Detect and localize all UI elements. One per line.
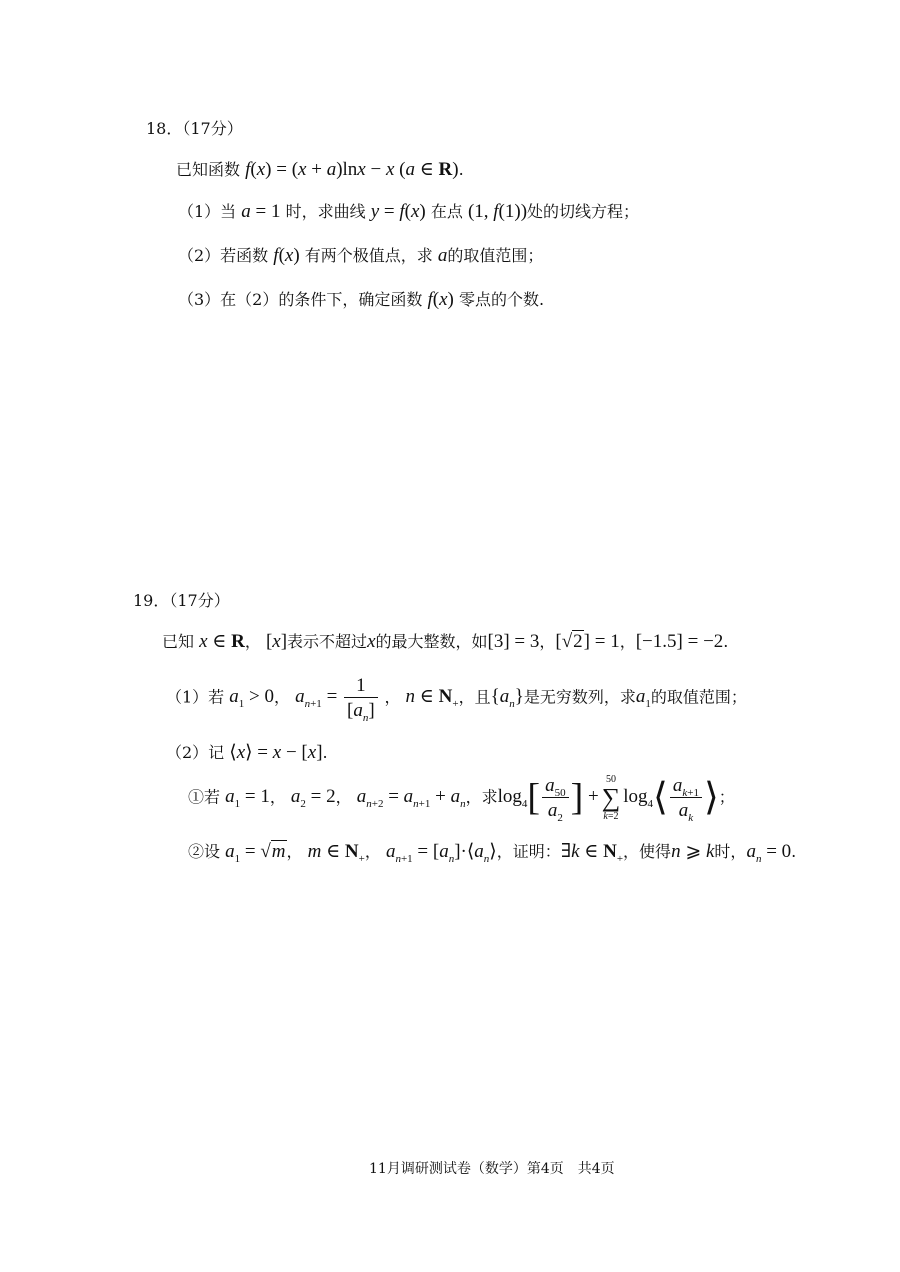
q18-header: 18．（17分） [146, 119, 243, 138]
q19-part-2-sub-2: ②设 $a_1 = √m$， m ∈ $N_+$， $a_{n+1}$ = $[a_n]\cdot⟨a_n⟩$，证明：∃k ∈ $N_+$，使得n ⩾ k时，$a_n = 0$. [188, 841, 797, 865]
q18-part-3: （3）在（2）的条件下，确定函数 f(x) 零点的个数. [178, 289, 545, 310]
q19-stem: 已知 x ∈ R， [x]表示不超过x的最大整数，如[3] = 3，[√2] = 1，[−1.5] = −2. [162, 631, 729, 652]
q19-part-2: （2）记 ⟨x⟩ = x − [x]. [166, 742, 328, 763]
q19-part-2-sub-1: ①若 $a_1 = 1$， $a_2 = 2$， $a_{n+2} = a_{n+1} + a_n$，求$\log_4$[ $\frac{a_{50}}{a_2}$ ] + 50 ∑ k=2 $\log_4⟨$ $\frac{a_{k+1}}{a_k}$ ⟩； [188, 774, 735, 824]
q18-stem: 已知函数 f(x) = (x + a)lnx − x (a ∈ R). [176, 159, 464, 180]
q18-part-1: （1）当 a = 1 时，求曲线 y = f(x) 在点 (1, f(1))处的切线方程； [178, 201, 640, 222]
q19-header: 19．（17分） [133, 591, 230, 610]
page-footer: 11月调研测试卷（数学）第4页 共4页 [369, 1161, 615, 1177]
q18-part-2: （2）若函数 f(x) 有两个极值点，求 a的取值范围； [178, 245, 544, 266]
q19-part-1: （1）若 $a_1 > 0$， $a_{n+1}$ = $\frac{1}{[a_n]}$ ， n ∈ $N_+$，且$\{a_n\}$是无穷数列，求$a_1$的取值范围； [166, 675, 747, 724]
